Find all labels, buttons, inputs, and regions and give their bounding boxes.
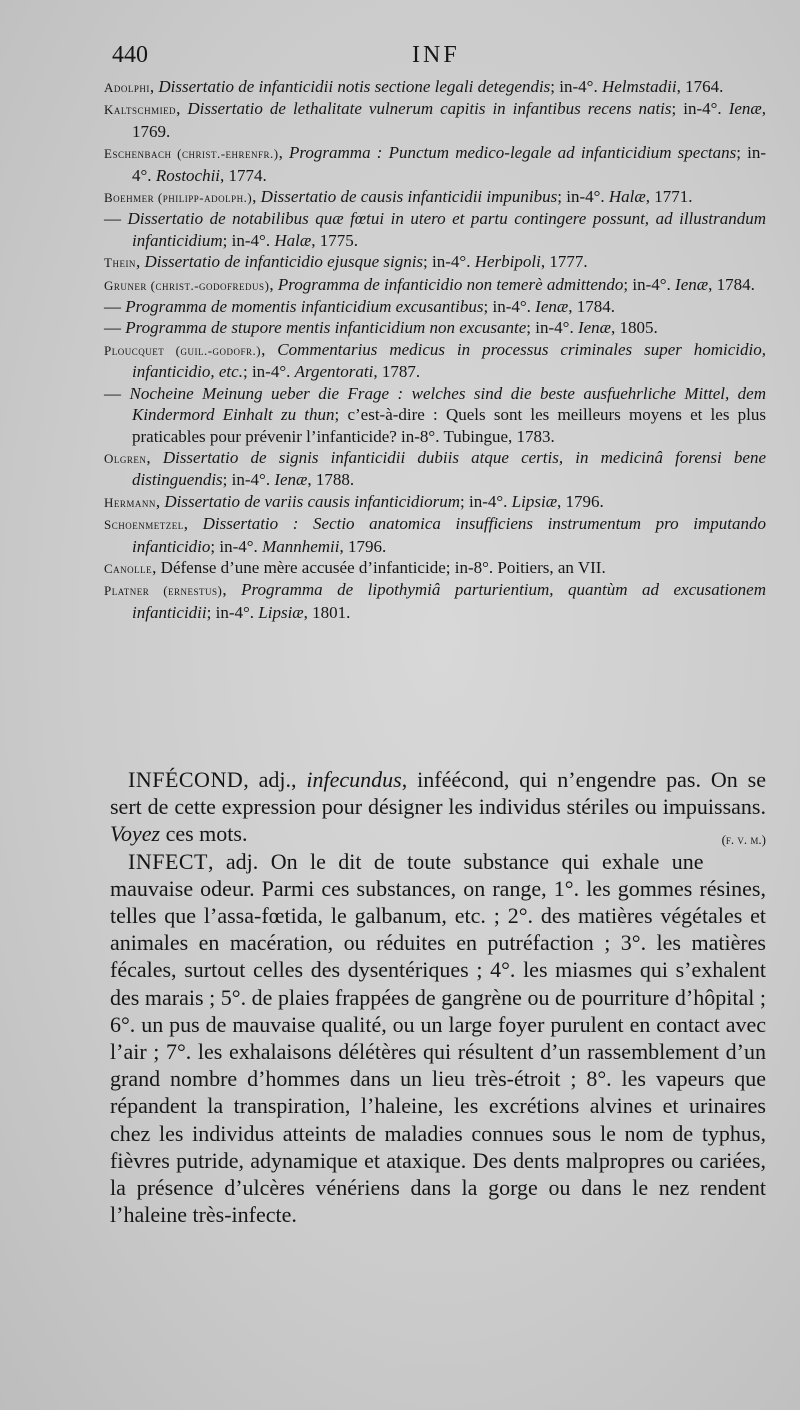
bib-entry: Adolphi, Dissertatio de infanticidii notis sectione legali detegendis; in-4°. Helmstadii, 1764. [104,77,724,96]
bib-place: Halæ [274,230,312,250]
bib-place: Ienæ [274,470,308,490]
bib-entry: Eschenbach (christ.-ehrenfr.), Programma : Punctum medico-legale ad infanticidium spectans; in-4°. Rostochii, 1774. [104,143,766,185]
bib-title: Dissertatio de infanticidii notis sectione legali detegendis [158,77,551,96]
page-number: 440 [112,42,148,68]
bib-author: Platner (ernestus) [104,583,223,599]
bib-author: — [104,297,121,317]
bib-author: Gruner (christ.-godofredus) [104,277,270,293]
bib-place: Ienæ [728,99,762,119]
bib-entry: Canolle, Défense d’une mère accusée d’infanticide; in-8°. Poitiers, an VII. [104,557,606,577]
bib-entry: Schoenmetzel, Dissertatio : Sectio anatomica insufficiens instrumentum pro imputando infanticidio; in-4°. Mannhemii, 1796. [104,514,766,556]
bib-place: Poitiers, an VII. [497,557,606,577]
bib-format: in-4°. [432,252,471,272]
bib-year: 1805. [619,318,658,338]
bib-format: in-4°. [632,274,671,294]
bib-format: in-8°. [401,426,440,446]
bib-author: Schoenmetzel [104,517,184,533]
bib-place: Mannhemii [262,536,340,556]
bib-year: 1784. [716,274,755,294]
bib-author: — [104,209,121,229]
bib-author: Adolphi [104,80,150,95]
bib-format: in-4°. [215,602,255,622]
bib-title: Dissertatio de variis causis infanticidiorum [164,491,460,511]
bib-format: in-4°. [492,297,531,317]
bib-format: in-4°. [683,99,722,119]
bib-year: 1774. [228,165,267,185]
bib-place: Ienæ [535,297,569,317]
bib-author: Eschenbach (christ.-ehrenfr.) [104,146,279,162]
bib-place: Lipsiæ [511,491,558,511]
headword: INFECT [128,848,208,874]
bib-title: Défense d’une mère accusée d’infanticide [160,557,446,577]
bib-title: Dissertatio de notabilibus quæ fœtui in utero et partu contingere possunt, ad illustrandum infanticidium [127,209,766,250]
headword: INFÉCOND [128,767,244,792]
bib-format: in-4°. [231,470,271,490]
bib-title: Programma de infanticidio non temerè admittendo [277,274,624,294]
bib-year: 1796. [348,536,387,556]
bib-title: Commentarius medicus in processus criminales super homicidio, infanticidio, etc. [132,339,767,382]
bib-place: Herbipoli [474,252,541,272]
bib-title: Dissertatio : Sectio anatomica insufficiens instrumentum pro imputando infanticidio [132,514,766,556]
bib-year: 1769. [132,121,171,141]
bib-year: 1787. [381,362,421,382]
bib-format: in-4°. [535,318,574,338]
bib-place: Rostochii [155,165,221,185]
bib-entry: — Nocheine Meinung ueber die Frage : welches sind die beste ausfuehrliche Mittel, dem Kindermord Einhalt zu thun; c’est-à-dire : Quels sont les meilleurs moyens et les plus praticables pour prévenir l’infanticide? in-8°. Tubingue, 1783. [104,383,767,446]
article-infect [110,848,766,1229]
bib-place: Ienæ [675,274,709,294]
bib-entry: — Programma de stupore mentis infanticidium non excusante; in-4°. Ienæ, 1805. [104,318,658,338]
bib-entry: Ploucquet (guil.-godofr.), Commentarius medicus in processus criminales super homicidio, infanticidio, etc.; in-4°. Argentorati, 1787. [104,339,767,382]
bib-title: Dissertatio de causis infanticidii impunibus [260,187,558,207]
latin-term: infecundus [306,767,402,792]
bib-author: Hermann [104,494,156,510]
bib-year: 1796. [565,491,604,511]
bib-entry: Gruner (christ.-godofredus), Programma de infanticidio non temerè admittendo; in-4°. Ienæ, 1784. [104,274,755,294]
bib-title: Programma de stupore mentis infanticidium non excusante [125,318,527,338]
bib-place: Argentorati [294,362,374,382]
bib-year: 1775. [319,230,358,250]
bib-title: Nocheine Meinung ueber die Frage : welches sind die beste ausfuehrliche Mittel, dem Kindermord Einhalt zu thun [129,383,767,425]
bib-entry: Boehmer (philipp-adolph.), Dissertatio de causis infanticidii impunibus; in-4°. Halæ, 1771. [104,187,693,207]
bib-entry: Kaltschmied, Dissertatio de lethalitate vulnerum capitis in infantibus recens natis; in-4°. Ienæ, 1769. [104,99,766,141]
article-text: , inféécond, qui n’engendre pas. On se sert de cette expression pour désigner les individus stériles ou impuissans. [110,767,766,820]
bib-year: 1783. [516,426,555,446]
bib-title: Programma de lipothymiâ parturientium, quantùm ad excusationem infanticidii [132,580,767,622]
bib-author: Kaltschmied [104,102,177,118]
bib-year: 1777. [549,252,588,272]
bib-author: — [104,318,121,338]
bib-entry: Platner (ernestus), Programma de lipothymiâ parturientium, quantùm ad excusationem infanticidii; in-4°. Lipsiæ, 1801. [104,580,767,622]
cross-reference: Voyez [110,821,161,847]
bib-place: Lipsiæ [258,602,304,622]
article-text: , adj. On le dit de toute substance qui exhale une mauvaise odeur. Parmi ces substances, on range, 1°. les gommes résines, telles que l’assa-fœtida, le galbanum, etc. ; 2°. des matières végétales et animales en macération, ou réduites en putréfaction ; 3°. les matières fécales, surtout celles des dysentériques ; 4°. les miasmes qui s’exhalent des marais ; 5°. de plaies frappées de gangrène ou de pourriture d’hôpital ; 6°. un pus de mauvaise qualité, ou un large foyer purulent en contact avec l’air ; 7°. les exhalaisons délétères qui résultent d’un rassemblement d’un grand nombre d’hommes dans un lieu très-étroit ; 8°. les vapeurs que répandent la transpiration, l’haleine, les excrétions alvines et urinaires chez les individus atteints de maladies connues sous le nom de typhus, fièvres putride, adynamique et ataxique. Des dents malpropres ou cariées, la présence d’ulcères vénériens dans la gorge ou dans le nez rendent l’haleine très-infecte. [110,848,766,1228]
bibliography-list [104,76,766,623]
bib-author: — [104,383,121,403]
bib-year: 1801. [312,602,351,622]
bib-place: Helmstadii [601,77,677,96]
bib-author: Ploucquet (guil.-godofr.) [104,342,262,358]
bib-format: in-4°. [219,536,258,556]
bib-year: 1788. [315,470,355,490]
bib-format: in-4°. [231,230,271,250]
bib-year: 1771. [654,187,693,207]
bib-format: in-4°. [559,77,598,96]
bib-author: Thein [104,255,136,271]
bib-format: in-4°. [468,491,508,511]
bib-entry: — Dissertatio de notabilibus quæ fœtui in utero et partu contingere possunt, ad illustrandum infanticidium; in-4°. Halæ, 1775. [104,209,766,250]
bib-title: Programma : Punctum medico-legale ad infanticidium spectans [289,143,737,163]
article-text: ces mots. [165,821,248,847]
bib-author: Boehmer (philipp-adolph.) [104,190,253,206]
dictionary-articles [110,766,766,1228]
bib-entry: Olgren, Dissertatio de signis infanticidii dubiis atque certis, in medicinâ forensi bene distinguendis; in-4°. Ienæ, 1788. [104,447,766,490]
running-head: INF [412,42,460,68]
bib-place: Halæ [608,187,646,207]
bib-title: Dissertatio de lethalitate vulnerum capitis in infantibus recens natis [187,99,672,119]
bib-year: 1764. [685,77,724,96]
bib-format: in-4°. [566,187,605,207]
bib-title: Programma de momentis infanticidium excusantibus [125,297,484,317]
bib-entry: Hermann, Dissertatio de variis causis infanticidiorum; in-4°. Lipsiæ, 1796. [104,491,604,511]
bib-place: Tubingue [443,426,508,446]
bib-year: 1784. [576,297,615,317]
article-infecond [110,766,766,848]
page-header [112,42,762,76]
bib-title: Dissertatio de signis infanticidii dubiis atque certis, in medicinâ forensi bene distinguendis [132,447,766,490]
bib-extra: c’est-à-dire : Quels sont les meilleurs moyens et les plus praticables pour prévenir l’infanticide? [132,405,766,446]
bib-place: Ienæ [577,318,611,338]
part-of-speech: , adj., [243,767,297,792]
author-signature: (f. v. m.) [721,832,766,848]
bib-author: Olgren [104,450,147,466]
bib-entry: — Programma de momentis infanticidium excusantibus; in-4°. Ienæ, 1784. [104,297,615,317]
bib-format: in-8°. [454,557,494,577]
bib-entry: Thein, Dissertatio de infanticidio ejusque signis; in-4°. Herbipoli, 1777. [104,252,588,272]
bib-format: in-4°. [251,362,291,382]
bib-title: Dissertatio de infanticidio ejusque signis [144,252,424,272]
bib-author: Canolle [104,560,153,576]
bib-format: in-4°. [132,143,766,185]
